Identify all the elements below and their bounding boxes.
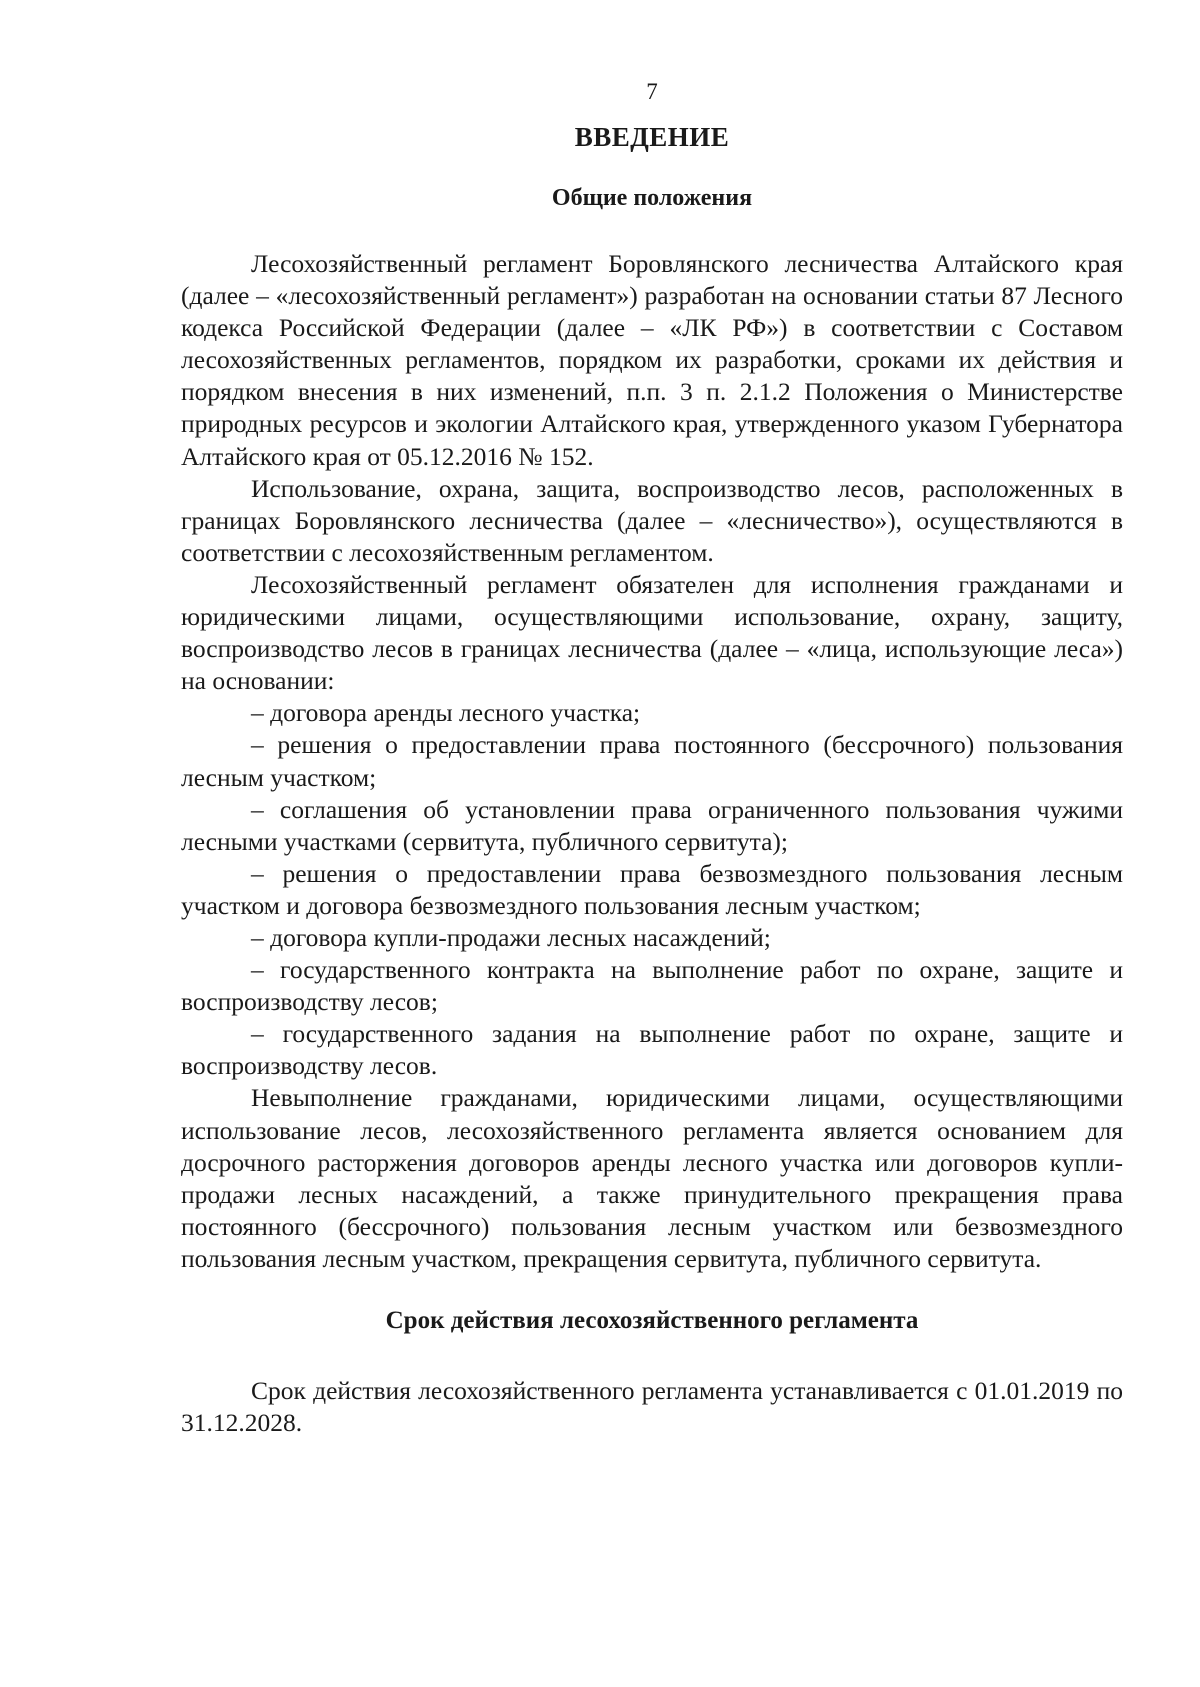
- section-heading-term: Срок действия лесохозяйственного регламента: [385, 1307, 919, 1334]
- list-item: – государственного контракта на выполнение работ по охране, защите и воспроизводству лесов;: [181, 955, 1123, 1017]
- list-item: – договора купли-продажи лесных насаждений;: [251, 922, 771, 952]
- list-item: – решения о предоставлении права безвозмездного пользования лесным участком и договора безвозмездного пользования лесным участком;: [181, 858, 1123, 920]
- list-item: – соглашения об установлении права ограниченного пользования чужими лесными участками (сервитута, публичного сервитута);: [181, 794, 1123, 856]
- page-title: ВВЕДЕНИЕ: [574, 122, 730, 152]
- list-item: – решения о предоставлении права постоянного (бессрочного) пользования лесным участком;: [181, 730, 1123, 792]
- paragraph-term: Срок действия лесохозяйственного регламента устанавливается с 01.01.2019 по 31.12.2028.: [181, 1376, 1123, 1438]
- paragraph-intro: Лесохозяйственный регламент Боровлянского лесничества Алтайского края (далее – «лесохозяйственный регламент») разработан на основании статьи 87 Лесного кодекса Российской Федерации (далее – «ЛК РФ») в соответствии с Составом лесохозяйственных регламентов, порядком их разработки, сроками их действия и порядком внесения в них изменений, п.п. 3 п. 2.1.2 Положения о Министерстве природных ресурсов и экологии Алтайского края, утвержденного указом Губернатора Алтайского края от 05.12.2016 № 152.: [181, 249, 1123, 471]
- paragraph-obligation: Лесохозяйственный регламент обязателен для исполнения гражданами и юридическими лицами, осуществляющими использование, охрану, защиту, воспроизводство лесов в границах лесничества (далее – «лица, использующие леса») на основании:: [181, 569, 1123, 696]
- list-item: – договора аренды лесного участка;: [251, 698, 641, 728]
- paragraph-noncompliance: Невыполнение гражданами, юридическими лицами, осуществляющими использование лесов, лесохозяйственного регламента является основанием для досрочного расторжения договоров аренды лесного участка или договоров купли-продажи лесных насаждений, а также принудительного прекращения права постоянного (бессрочного) пользования лесным участком или безвозмездного пользования лесным участком, прекращения сервитута, публичного сервитута.: [181, 1083, 1123, 1273]
- section-heading-general: Общие положения: [551, 185, 753, 211]
- page-number: 7: [646, 79, 658, 104]
- document-page: [181, 70, 1123, 1439]
- paragraph-usage: Использование, охрана, защита, воспроизводство лесов, расположенных в границах Боровлянского лесничества (далее – «лесничество»), осуществляются в соответствии с лесохозяйственным регламентом.: [181, 473, 1123, 567]
- list-item: – государственного задания на выполнение работ по охране, защите и воспроизводству лесов.: [181, 1019, 1123, 1081]
